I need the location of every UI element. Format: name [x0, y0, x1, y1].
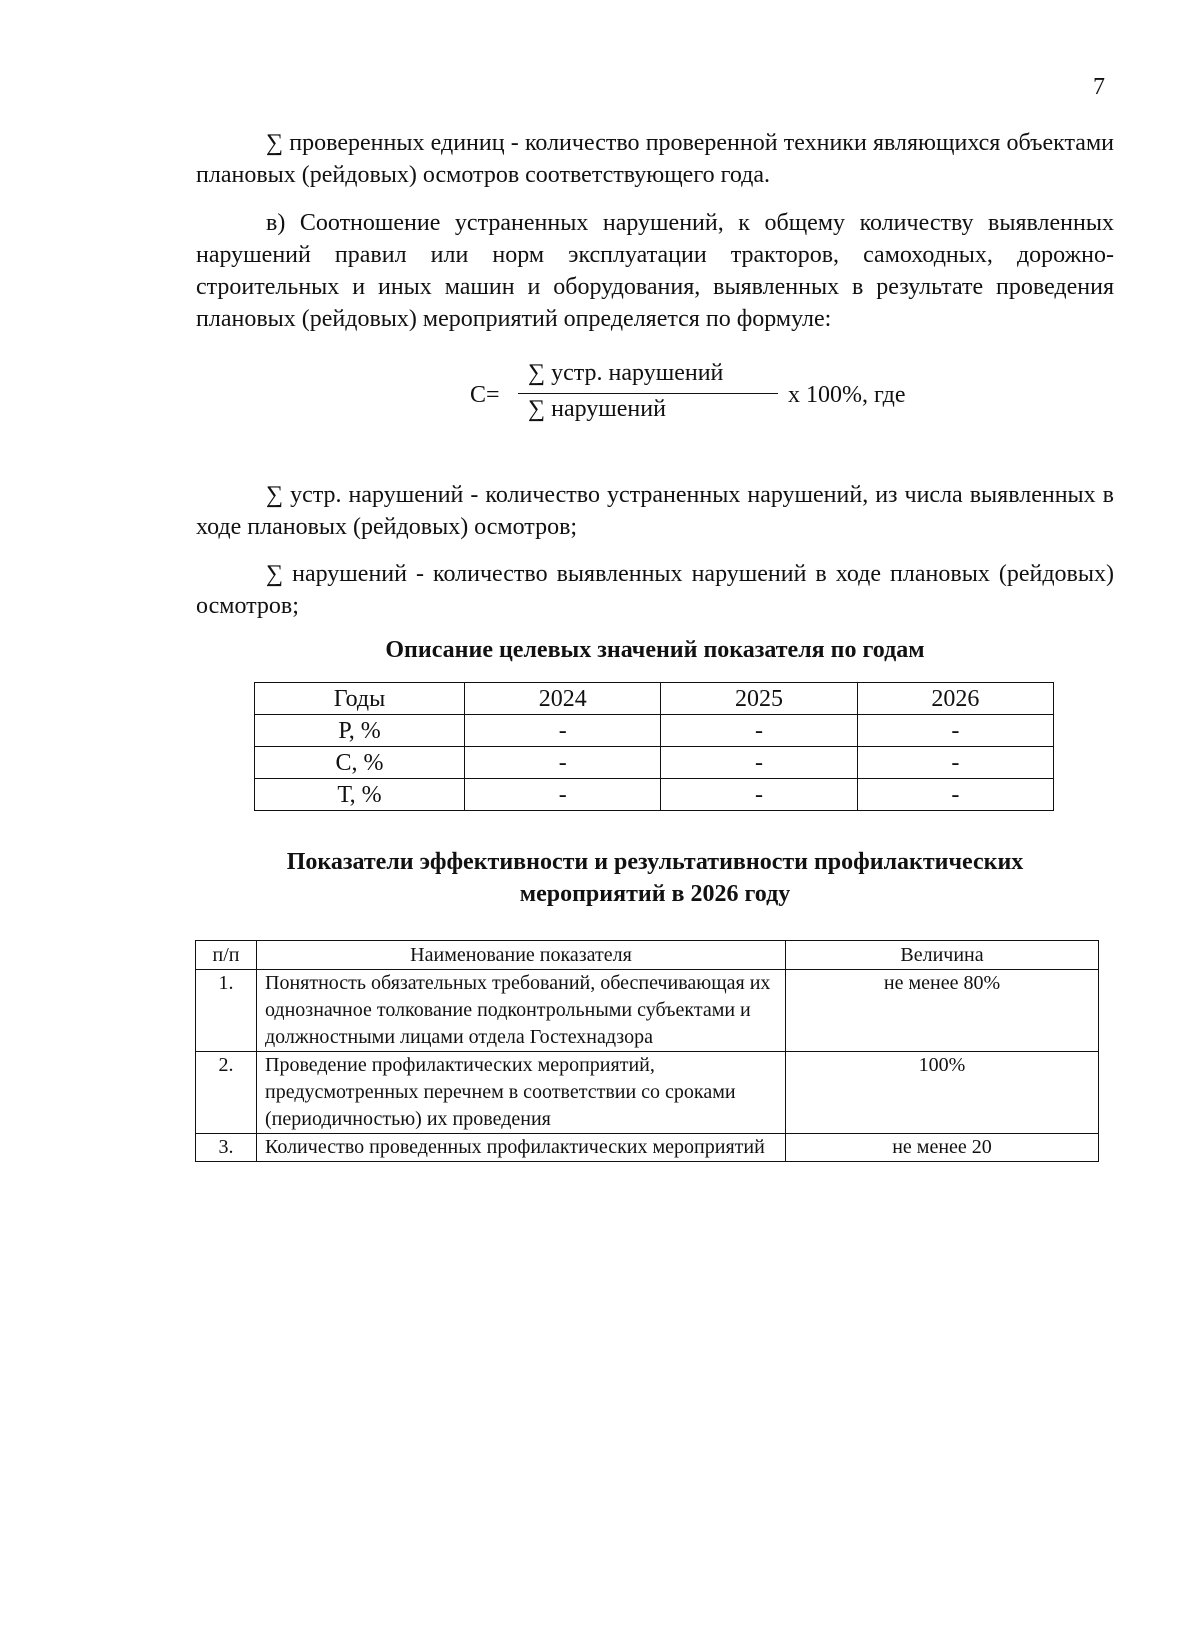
table-header-row — [196, 941, 1099, 970]
ratio-formula — [470, 360, 950, 440]
table-cell: - — [661, 715, 857, 747]
row-number: 1. — [196, 970, 257, 1052]
table-row — [196, 1052, 1099, 1134]
paragraph-ratio-definition: в) Соотношение устраненных нарушений, к общему количеству выявленных нарушений правил или норм эксплуатации тракторов, самоходных, дорожно-строительных и иных машин и оборудования, выявленных в результате проведения плановых (рейдовых) мероприятий определяется по формуле: — [196, 210, 1114, 332]
target-table-title: Описание целевых значений показателя по годам — [385, 637, 925, 663]
table-cell: - — [465, 779, 661, 811]
indicators-table — [195, 940, 1099, 1162]
indicator-name: Понятность обязательных требований, обеспечивающая их однозначное толкование подконтрольными субъектами и должностными лицами отдела Гостехнадзора — [257, 970, 786, 1052]
indicator-value: 100% — [786, 1052, 1099, 1134]
table-row — [255, 747, 1054, 779]
header-cell: 2024 — [465, 683, 661, 715]
table-header-row — [255, 683, 1054, 715]
formula-lhs: С= — [470, 382, 500, 408]
table-cell: - — [857, 715, 1053, 747]
table-cell: Т, % — [255, 779, 465, 811]
indicators-title-line1: Показатели эффективности и результативности профилактических — [286, 849, 1024, 875]
fraction-bar — [518, 393, 778, 394]
table-cell: Р, % — [255, 715, 465, 747]
indicators-title-line2: мероприятий в 2026 году — [519, 881, 791, 907]
table-cell: - — [465, 747, 661, 779]
table-row — [255, 779, 1054, 811]
paragraph-sum-fixed-violations: ∑ устр. нарушений - количество устраненных нарушений, из числа выявленных в ходе плановых (рейдовых) осмотров; — [196, 482, 1114, 540]
formula-numerator: ∑ устр. нарушений — [528, 360, 724, 386]
table-cell: - — [661, 747, 857, 779]
paragraph-sum-checked-units: ∑ проверенных единиц - количество проверенной техники являющихся объектами плановых (рейдовых) осмотров соответствующего года. — [196, 130, 1114, 188]
table-cell: - — [857, 779, 1053, 811]
indicator-name: Проведение профилактических мероприятий, предусмотренных перечнем в соответствии со сроками (периодичностью) их проведения — [257, 1052, 786, 1134]
page-number: 7 — [1093, 74, 1105, 100]
table-row — [196, 1134, 1099, 1162]
header-cell: Наименование показателя — [257, 941, 786, 970]
indicator-value: не менее 80% — [786, 970, 1099, 1052]
paragraph-sum-violations: ∑ нарушений - количество выявленных нарушений в ходе плановых (рейдовых) осмотров; — [196, 561, 1114, 619]
table-row — [255, 715, 1054, 747]
target-values-table — [254, 682, 1054, 811]
header-cell: п/п — [196, 941, 257, 970]
table-cell: - — [661, 779, 857, 811]
header-cell: Величина — [786, 941, 1099, 970]
header-cell: 2025 — [661, 683, 857, 715]
table-cell: - — [465, 715, 661, 747]
indicator-value: не менее 20 — [786, 1134, 1099, 1162]
table-cell: С, % — [255, 747, 465, 779]
row-number: 3. — [196, 1134, 257, 1162]
row-number: 2. — [196, 1052, 257, 1134]
table-row — [196, 970, 1099, 1052]
indicators-title — [196, 846, 1114, 910]
header-cell: Годы — [255, 683, 465, 715]
table-cell: - — [857, 747, 1053, 779]
formula-denominator: ∑ нарушений — [528, 396, 666, 422]
header-cell: 2026 — [857, 683, 1053, 715]
indicator-name: Количество проведенных профилактических мероприятий — [257, 1134, 786, 1162]
formula-tail: х 100%, где — [788, 382, 906, 408]
